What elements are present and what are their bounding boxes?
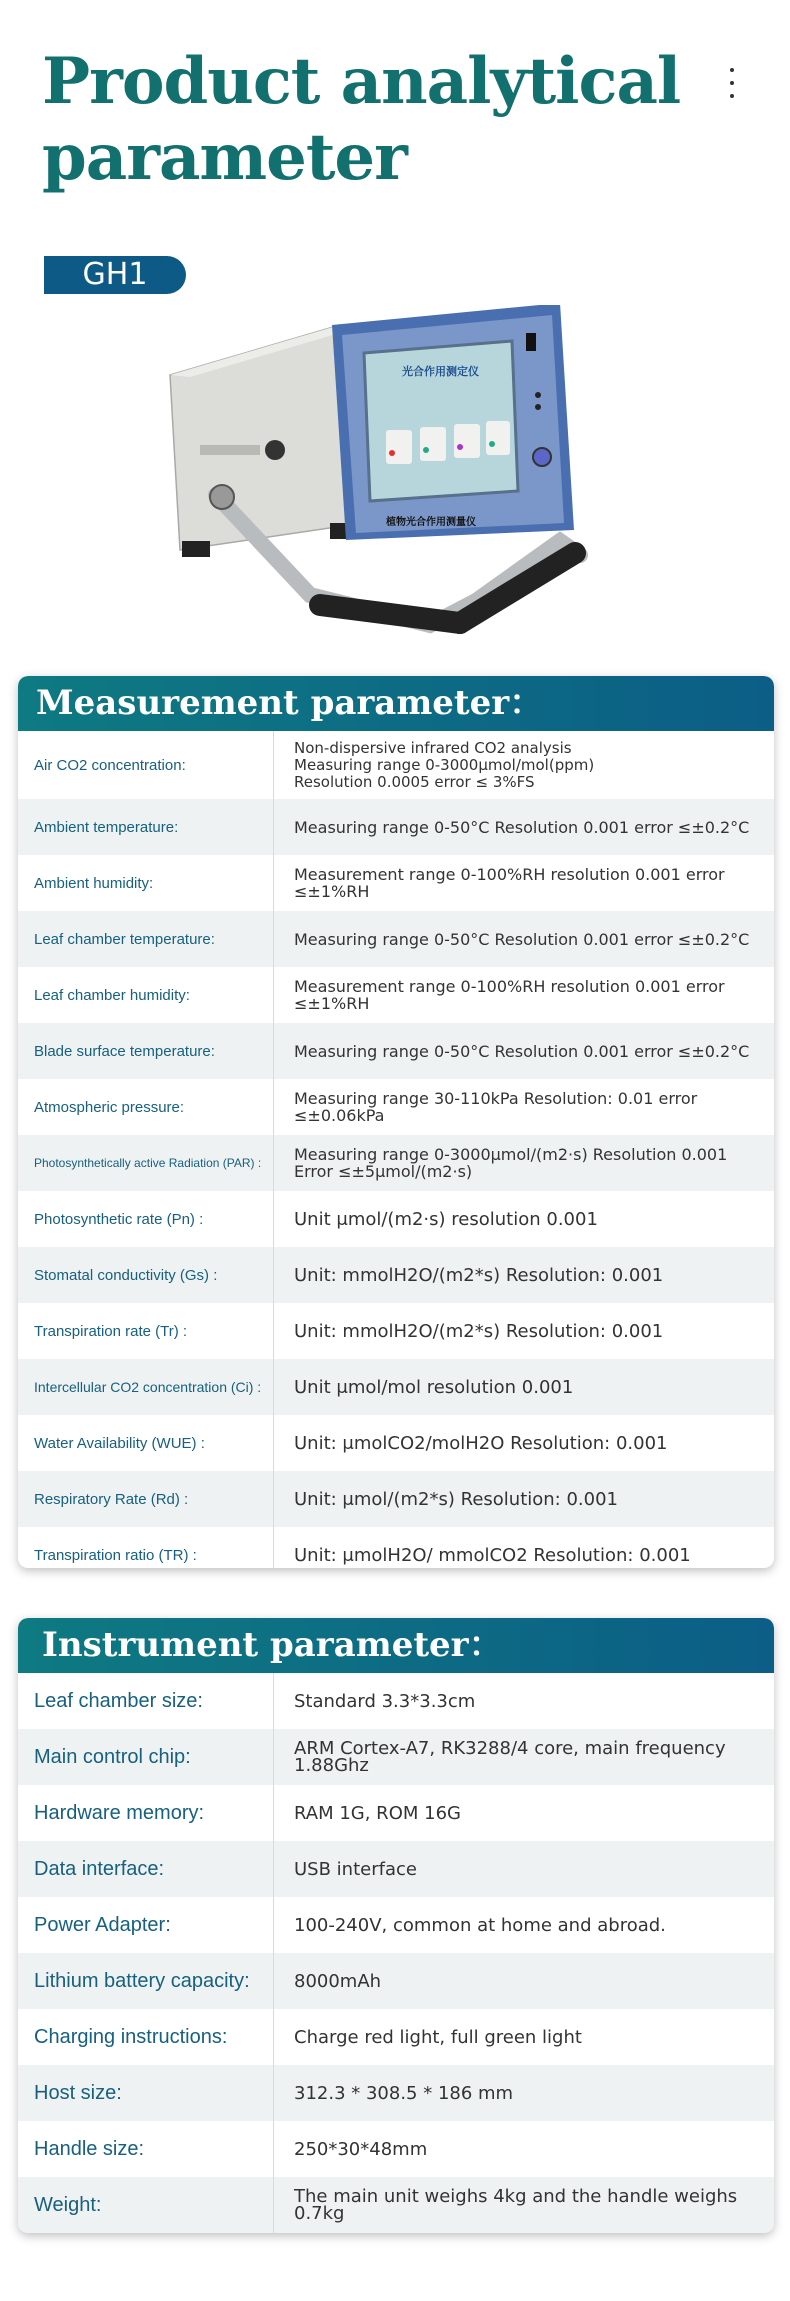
row-label: Weight: [18, 2177, 274, 2233]
row-value: 100-240V, common at home and abroad. [294, 1914, 666, 1936]
table-row [18, 731, 774, 799]
row-value: Measuring range 0-50°C Resolution 0.001 error ≤±0.2°C [294, 929, 750, 949]
measurement-rows [18, 731, 774, 1568]
row-label: Handle size: [18, 2121, 274, 2177]
row-label: Photosynthetically active Radiation (PAR) : [18, 1135, 274, 1191]
table-row [18, 1079, 774, 1135]
row-label: Lithium battery capacity: [18, 1953, 274, 2009]
more-options-icon[interactable] [722, 68, 742, 98]
table-row [18, 1785, 774, 1841]
row-value: Unit: mmolH2O/(m2*s) Resolution: 0.001 [294, 1320, 664, 1342]
row-value: Unit: μmolCO2/molH2O Resolution: 0.001 [294, 1432, 668, 1454]
row-value: Measuring range 0-3000μmol/(m2·s) Resolution 0.001 Error ≤±5μmol/(m2·s) [294, 1145, 728, 1181]
device-label: 植物光合作用测量仪 [386, 517, 476, 528]
instrument-parameter-title: Instrument parameter： [18, 1618, 774, 1673]
row-value: 250*30*48mm [294, 2138, 428, 2160]
row-value: Unit: mmolH2O/(m2*s) Resolution: 0.001 [294, 1264, 664, 1286]
table-row [18, 1471, 774, 1527]
row-label: Photosynthetic rate (Pn) : [18, 1191, 274, 1247]
row-label: Air CO2 concentration: [18, 731, 274, 799]
row-label: Ambient humidity: [18, 855, 274, 911]
row-label: Stomatal conductivity (Gs) : [18, 1247, 274, 1303]
table-row [18, 1729, 774, 1785]
row-value: Standard 3.3*3.3cm [294, 1690, 476, 1712]
table-row [18, 1673, 774, 1729]
row-label: Hardware memory: [18, 1785, 274, 1841]
row-label: Data interface: [18, 1841, 274, 1897]
table-row [18, 1359, 774, 1415]
table-row [18, 2065, 774, 2121]
table-row [18, 1415, 774, 1471]
row-value: RAM 1G, ROM 16G [294, 1802, 461, 1824]
row-value: Unit: μmolH2O/ mmolCO2 Resolution: 0.001 [294, 1544, 691, 1566]
table-row [18, 855, 774, 911]
row-label: Main control chip: [18, 1729, 274, 1785]
row-label: Atmospheric pressure: [18, 1079, 274, 1135]
table-row [18, 2009, 774, 2065]
row-value: Non-dispersive infrared CO2 analysis Measuring range 0-3000μmol/mol(ppm) Resolution 0.0005 error ≤ 3%FS [294, 738, 595, 791]
row-label: Host size: [18, 2065, 274, 2121]
row-label: Intercellular CO2 concentration (Ci) : [18, 1359, 274, 1415]
instrument-rows [18, 1673, 774, 2233]
table-row [18, 967, 774, 1023]
device-image [160, 305, 640, 645]
page-title: Product analytical parameter [42, 44, 681, 195]
row-value: ARM Cortex-A7, RK3288/4 core, main frequency 1.88Ghz [294, 1738, 726, 1776]
model-badge: GH1 [44, 256, 186, 294]
table-row [18, 799, 774, 855]
row-value: 8000mAh [294, 1970, 382, 1992]
table-row [18, 1897, 774, 1953]
row-value: USB interface [294, 1858, 417, 1880]
row-value: Measuring range 30-110kPa Resolution: 0.01 error ≤±0.06kPa [294, 1089, 698, 1125]
table-row [18, 911, 774, 967]
measurement-parameter-title: Measurement parameter： [18, 676, 774, 731]
row-value: 312.3 * 308.5 * 186 mm [294, 2082, 514, 2104]
row-label: Respiratory Rate (Rd) : [18, 1471, 274, 1527]
row-label: Ambient temperature: [18, 799, 274, 855]
measurement-parameter-card [18, 676, 774, 1568]
table-row [18, 1023, 774, 1079]
row-value: Measurement range 0-100%RH resolution 0.001 error ≤±1%RH [294, 865, 725, 901]
row-value: Measuring range 0-50°C Resolution 0.001 error ≤±0.2°C [294, 817, 750, 837]
row-label: Blade surface temperature: [18, 1023, 274, 1079]
table-row [18, 1841, 774, 1897]
row-label: Leaf chamber size: [18, 1673, 274, 1729]
table-row [18, 2121, 774, 2177]
row-value: Unit μmol/(m2·s) resolution 0.001 [294, 1208, 598, 1230]
row-value: Charge red light, full green light [294, 2026, 582, 2048]
row-label: Charging instructions: [18, 2009, 274, 2065]
row-label: Leaf chamber humidity: [18, 967, 274, 1023]
table-row [18, 1135, 774, 1191]
row-label: Transpiration rate (Tr) : [18, 1303, 274, 1359]
row-value: Unit μmol/mol resolution 0.001 [294, 1376, 574, 1398]
table-row [18, 2177, 774, 2233]
row-label: Power Adapter: [18, 1897, 274, 1953]
table-row [18, 1247, 774, 1303]
row-label: Transpiration ratio (TR) : [18, 1527, 274, 1568]
row-value: The main unit weighs 4kg and the handle weighs 0.7kg [294, 2186, 738, 2224]
instrument-parameter-card [18, 1618, 774, 2233]
row-value: Measurement range 0-100%RH resolution 0.001 error ≤±1%RH [294, 977, 725, 1013]
device-screen-title: 光合作用测定仪 [402, 365, 479, 378]
row-label: Leaf chamber temperature: [18, 911, 274, 967]
row-value: Unit: μmol/(m2*s) Resolution: 0.001 [294, 1488, 618, 1510]
table-row [18, 1191, 774, 1247]
table-row [18, 1303, 774, 1359]
table-row [18, 1527, 774, 1568]
row-label: Water Availability (WUE) : [18, 1415, 274, 1471]
row-value: Measuring range 0-50°C Resolution 0.001 error ≤±0.2°C [294, 1041, 750, 1061]
table-row [18, 1953, 774, 2009]
